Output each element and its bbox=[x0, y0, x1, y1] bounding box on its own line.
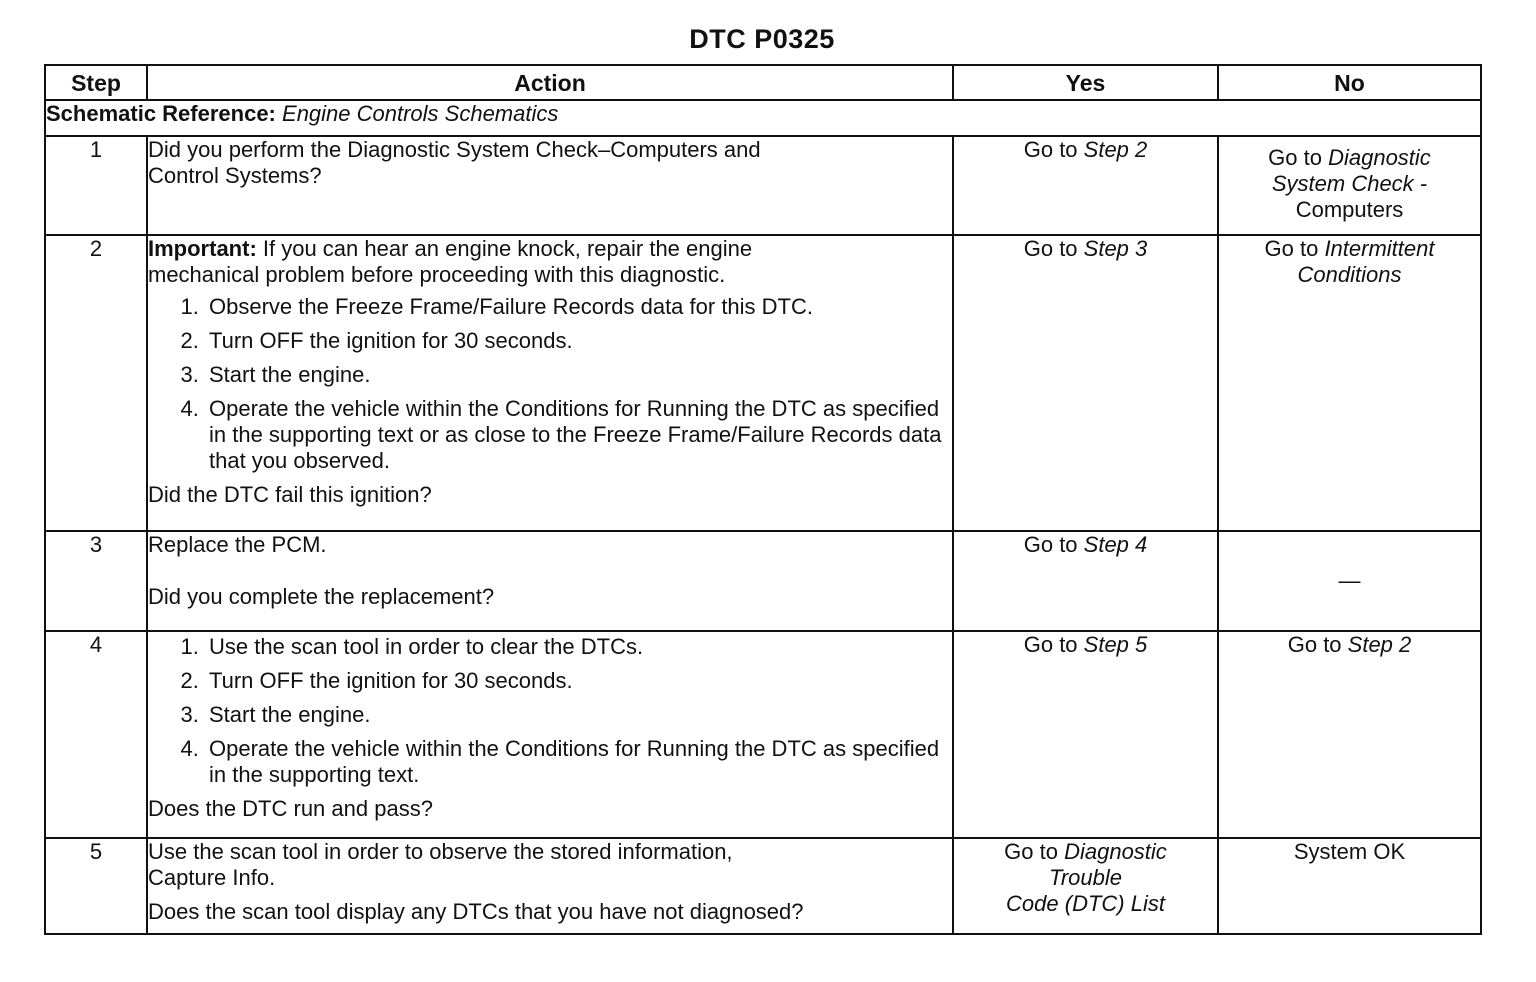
no-result: System OK bbox=[1293, 839, 1406, 864]
no-cell bbox=[1218, 136, 1481, 235]
yes-cell bbox=[953, 631, 1218, 838]
table-row bbox=[45, 235, 1481, 531]
list-item: 3. Start the engine. bbox=[205, 702, 952, 728]
table-row bbox=[45, 838, 1481, 934]
yes-cell bbox=[953, 136, 1218, 235]
yes-cell bbox=[953, 838, 1218, 934]
question-text: Does the DTC run and pass? bbox=[148, 796, 433, 821]
yes-prefix: Go to bbox=[1023, 137, 1084, 162]
important-text: If you can hear an engine knock, repair the engine bbox=[256, 236, 753, 261]
action-text: Capture Info. bbox=[148, 865, 276, 890]
yes-link[interactable]: Trouble bbox=[1049, 865, 1122, 890]
yes-link[interactable]: Step 3 bbox=[1083, 236, 1148, 261]
procedure-list bbox=[148, 634, 952, 788]
no-prefix: Go to bbox=[1264, 236, 1325, 261]
procedure-list bbox=[148, 294, 952, 474]
question-text: Did you complete the replacement? bbox=[148, 584, 495, 609]
no-cell bbox=[1218, 631, 1481, 838]
yes-link[interactable]: Step 2 bbox=[1083, 137, 1148, 162]
important-label: Important: bbox=[148, 236, 257, 261]
no-prefix: Go to bbox=[1287, 632, 1348, 657]
no-link[interactable]: Step 2 bbox=[1347, 632, 1412, 657]
yes-link[interactable]: Step 4 bbox=[1083, 532, 1148, 557]
no-cell bbox=[1218, 838, 1481, 934]
step-number: 3 bbox=[45, 531, 147, 631]
list-item: 1. Observe the Freeze Frame/Failure Records data for this DTC. bbox=[205, 294, 952, 320]
yes-prefix: Go to bbox=[1023, 632, 1084, 657]
list-item: 1. Use the scan tool in order to clear the DTCs. bbox=[205, 634, 952, 660]
step-number: 4 bbox=[45, 631, 147, 838]
step-number: 5 bbox=[45, 838, 147, 934]
question-text: Did the DTC fail this ignition? bbox=[148, 482, 432, 507]
no-link[interactable]: System Check - bbox=[1271, 171, 1428, 196]
table-row bbox=[45, 136, 1481, 235]
yes-prefix: Go to bbox=[1023, 532, 1084, 557]
schematic-reference-value: Engine Controls Schematics bbox=[282, 101, 559, 126]
yes-prefix: Go to bbox=[1023, 236, 1084, 261]
list-item: 4. Operate the vehicle within the Conditions for Running the DTC as specified in the supporting text. bbox=[205, 736, 952, 788]
list-item: 3. Start the engine. bbox=[205, 362, 952, 388]
step-number: 1 bbox=[45, 136, 147, 235]
page-title: DTC P0325 bbox=[689, 24, 835, 54]
header-action: Action bbox=[147, 65, 953, 100]
table-row bbox=[45, 631, 1481, 838]
header-no: No bbox=[1218, 65, 1481, 100]
table-row bbox=[45, 531, 1481, 631]
yes-link[interactable]: Step 5 bbox=[1083, 632, 1148, 657]
no-dash: — bbox=[1338, 568, 1361, 593]
action-text: Use the scan tool in order to observe the stored information, bbox=[148, 839, 733, 864]
step-number: 2 bbox=[45, 235, 147, 531]
action-cell bbox=[147, 136, 953, 235]
list-item: 2. Turn OFF the ignition for 30 seconds. bbox=[205, 668, 952, 694]
no-suffix: Computers bbox=[1295, 197, 1404, 222]
action-text: Did you perform the Diagnostic System Check–Computers and bbox=[148, 137, 761, 162]
yes-cell bbox=[953, 531, 1218, 631]
action-cell bbox=[147, 235, 953, 531]
no-cell bbox=[1218, 531, 1481, 631]
action-cell bbox=[147, 631, 953, 838]
no-cell bbox=[1218, 235, 1481, 531]
action-cell bbox=[147, 838, 953, 934]
yes-cell bbox=[953, 235, 1218, 531]
yes-link[interactable]: Code (DTC) List bbox=[1006, 891, 1165, 916]
no-prefix: Go to bbox=[1268, 145, 1329, 170]
header-yes: Yes bbox=[953, 65, 1218, 100]
important-text: mechanical problem before proceeding with this diagnostic. bbox=[148, 262, 726, 287]
schematic-reference-row bbox=[45, 100, 1481, 136]
yes-link[interactable]: Diagnostic bbox=[1064, 839, 1167, 864]
question-text: Does the scan tool display any DTCs that you have not diagnosed? bbox=[148, 899, 804, 924]
list-item: 2. Turn OFF the ignition for 30 seconds. bbox=[205, 328, 952, 354]
list-item: 4. Operate the vehicle within the Conditions for Running the DTC as specified in the supporting text or as close to the Freeze Frame/Failure Records data that you observed. bbox=[205, 396, 952, 474]
action-text: Control Systems? bbox=[148, 163, 322, 188]
header-step: Step bbox=[45, 65, 147, 100]
yes-prefix: Go to bbox=[1004, 839, 1065, 864]
schematic-reference-label: Schematic Reference: bbox=[46, 101, 276, 126]
schematic-reference bbox=[45, 100, 1481, 136]
action-text: Replace the PCM. bbox=[148, 532, 327, 557]
no-link[interactable]: Conditions bbox=[1297, 262, 1402, 287]
diagnostic-table bbox=[44, 64, 1482, 935]
no-link[interactable]: Intermittent bbox=[1324, 236, 1435, 261]
no-link[interactable]: Diagnostic bbox=[1328, 145, 1431, 170]
action-cell bbox=[147, 531, 953, 631]
header-row bbox=[45, 65, 1481, 100]
